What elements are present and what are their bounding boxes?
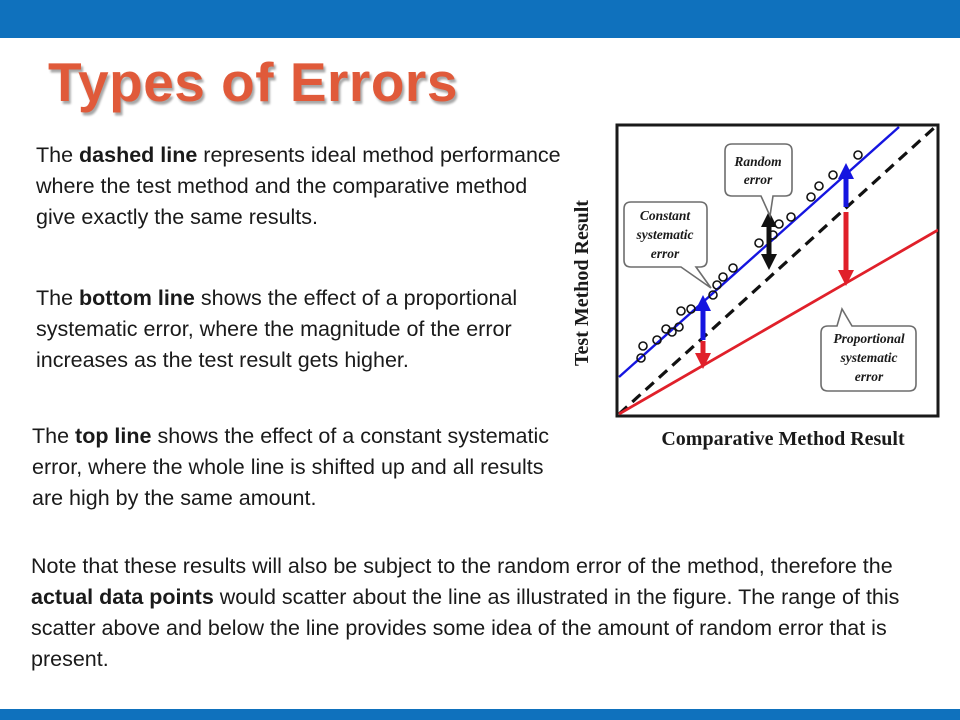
p3-text-before: The xyxy=(32,424,76,448)
x-axis-label: Comparative Method Result xyxy=(661,428,905,450)
callout-proportional-line3: error xyxy=(854,369,884,384)
callout-constant-line1: Constant xyxy=(639,208,691,223)
p1-text-after: represents ideal method performance where the test method and the comparative method give exactly the same results. xyxy=(36,143,561,229)
paragraph-random-error-note xyxy=(31,551,931,675)
p4-text-before: Note that these results will also be subject to the random error of the method, therefore the xyxy=(31,554,893,578)
p2-text-after: shows the effect of a proportional systematic error, where the magnitude of the error increases as the test result gets higher. xyxy=(36,286,518,372)
top-banner-bar xyxy=(0,0,960,38)
p2-bold-term: bottom line xyxy=(79,286,195,310)
y-axis-label: Test Method Result xyxy=(571,200,593,366)
p4-bold-term: actual data points xyxy=(31,585,214,609)
callout-constant-line2: systematic xyxy=(636,227,694,242)
callout-proportional-line2: systematic xyxy=(840,350,898,365)
p3-text-after: shows the effect of a constant systematic error, where the whole line is shifted up and all results are high by the same amount. xyxy=(32,424,550,510)
callout-random-line1: Random xyxy=(734,154,782,169)
error-types-figure xyxy=(563,115,948,455)
paragraph-bottom-line xyxy=(36,283,566,376)
slide-title: Types of Errors xyxy=(48,51,458,113)
error-diagram-svg xyxy=(563,115,948,455)
p3-bold-term: top line xyxy=(75,424,152,448)
p4-text-after: would scatter about the line as illustrated in the figure. The range of this scatter above and below the line provides some idea of the amount of random error that is present. xyxy=(31,585,900,671)
callout-random-line2: error xyxy=(743,172,773,187)
callout-constant-line3: error xyxy=(650,246,680,261)
paragraph-top-line xyxy=(32,421,562,514)
callout-proportional-line1: Proportional xyxy=(833,331,905,346)
paragraph-dashed-line xyxy=(36,140,566,233)
bottom-banner-bar xyxy=(0,709,960,720)
p1-text-before: The xyxy=(36,143,80,167)
p1-bold-term: dashed line xyxy=(79,143,198,167)
p2-text-before: The xyxy=(36,286,80,310)
